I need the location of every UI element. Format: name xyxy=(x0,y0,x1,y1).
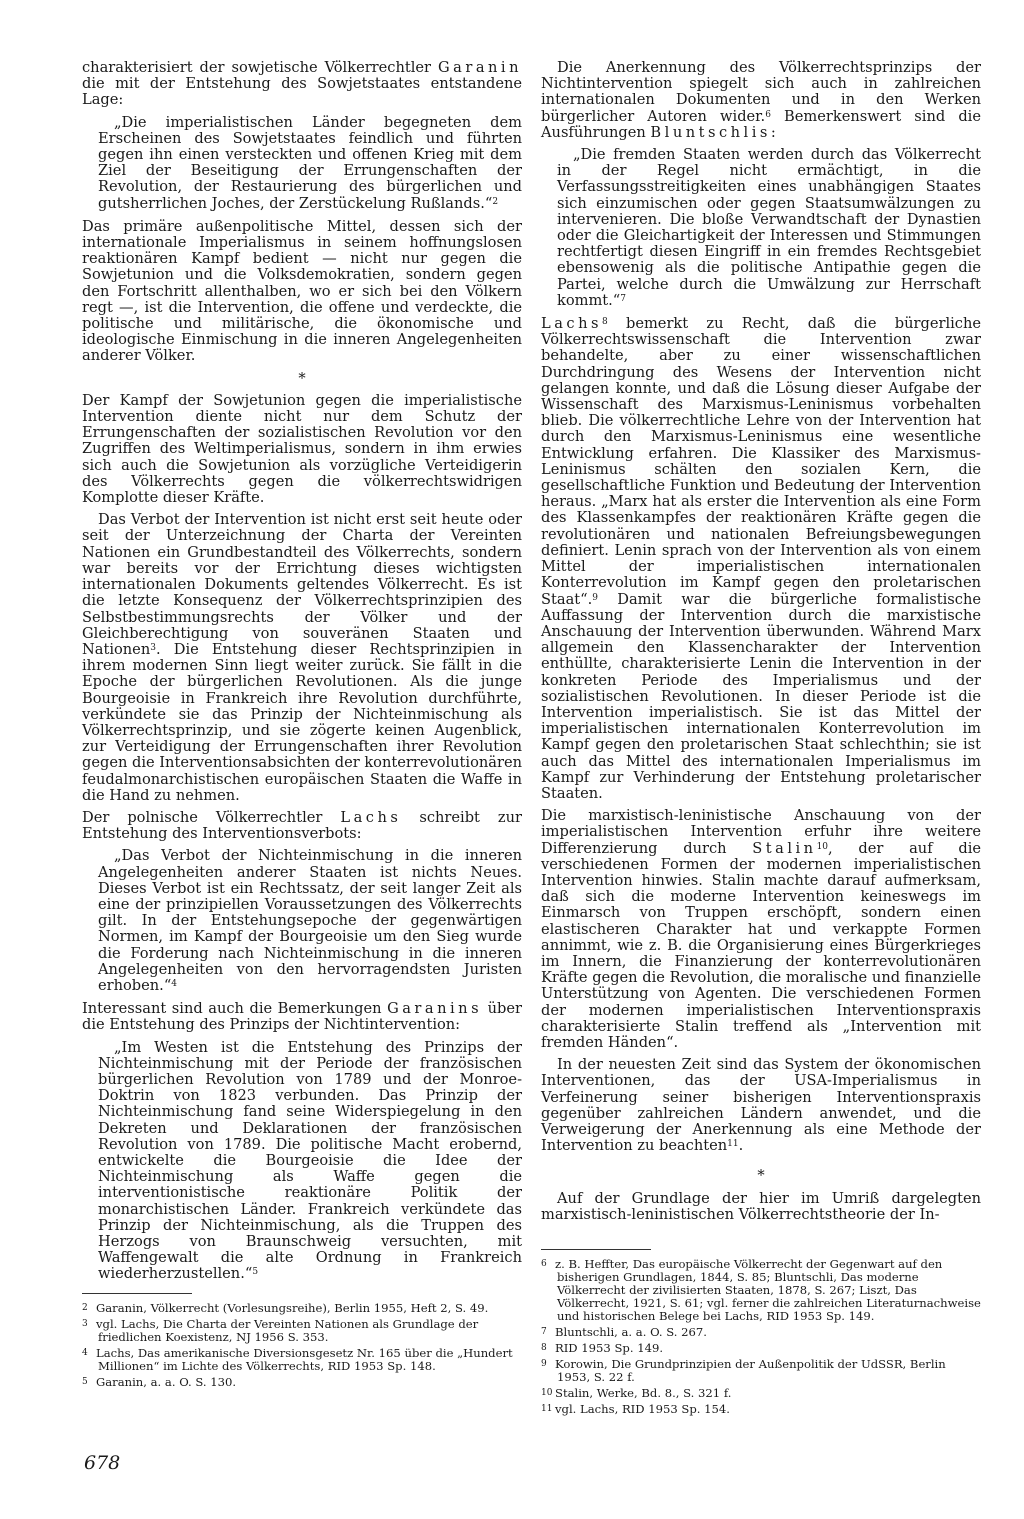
footnote xyxy=(82,1302,522,1315)
text-run: Interessant sind auch die Bemerkungen xyxy=(82,1000,388,1018)
footnote xyxy=(541,1258,981,1323)
footnote xyxy=(541,1326,981,1339)
footnote-number: 4 xyxy=(82,1347,88,1358)
section-separator: * xyxy=(298,369,306,387)
footnote-ref: 5 xyxy=(252,1267,259,1278)
text-run: bemerkt zu Recht, daß die bürgerliche Völkerrechtswissenschaft die Intervention zwar behandelte, aber zu einer wissenschaftlichen Durchdringung des Wesens der Intervention nicht gelangen konnte, und daß die Lösung dieser Aufgabe der Wissenschaft des Marxismus-Leninismus vorbehalten blieb. Die völkerrechtliche Lehre von der Intervention hat durch den Marxismus-Leninismus eine wesentliche Entwicklung erfahren. Die Klassiker des Marxismus-Leninismus schälten den sozialen Kern, die gesellschaftliche Funktion und Bedeutung der Intervention heraus. „Marx hat als erster die Intervention als eine Form des Klassenkampfes der reaktionären Kräfte gegen die revolutionären und nationalen Befreiungsbewegungen definiert. Lenin sprach von der Intervention als von einem Mittel der imperialistischen internationalen Konterrevolution im Kampf gegen den proletarischen Staat“. xyxy=(541,315,981,608)
footnote-number: 3 xyxy=(82,1318,88,1329)
spaced-name: Garanin xyxy=(437,59,522,76)
text-run: über die Entstehung des Prinzips der Nichtintervention: xyxy=(82,1000,522,1034)
spaced-name: Lachs xyxy=(340,808,402,826)
footnote-number: 11 xyxy=(541,1404,553,1415)
text-run: die mit der Entstehung des Sowjetstaates entstandene Lage: xyxy=(82,75,522,109)
paragraph xyxy=(82,512,522,804)
footnote-ref: 4 xyxy=(171,978,178,989)
text-run: Das Verbot der Intervention ist nicht erst seit heute oder seit der Unterzeichnung der Charta der Vereinten Nationen ein Grundbestandteil des Völkerrechts, sondern war bereits vor der Errichtung dieses wichtigsten internationalen Dokuments geltendes Völkerrecht. Es ist die letzte Konsequenz der Völkerrechtsprinzipien des Selbstbestimmungsrechts der Völker und der Gleichberechtigung von souveränen Staaten und Nationen xyxy=(82,511,522,658)
text-run: schreibt zur Entstehung des Interventionsverbots: xyxy=(82,808,522,843)
footnote-text: Garanin, Völkerrecht (Vorlesungsreihe), Berlin 1955, Heft 2, S. 49. xyxy=(96,1300,489,1315)
footnote-text: Stalin, Werke, Bd. 8., S. 321 f. xyxy=(555,1386,732,1401)
paragraph xyxy=(541,808,981,1051)
footnote-text: Bluntschli, a. a. O. S. 267. xyxy=(555,1325,707,1340)
left-column xyxy=(82,60,522,1392)
text-run: „Im Westen ist die Entstehung des Prinzips der Nichteinmischung mit der Periode der französischen bürgerlichen Revolution von 1789 und der Monroe-Doktrin von 1823 verbunden. Das Prinzip der Nichteinmischung fand seine Widerspiegelung in den Dekreten und Deklarationen der französischen Revolution von 1789. Die politische Macht erobernd, entwickelte die Bourgeoisie die Idee der Nichteinmischung als Waffe gegen die interventionistische reaktionäre Politik der monarchistischen Länder. Frankreich verkündete das Prinzip der Nichteinmischung, als die Truppen des Herzogs von Braunschweig versuchten, mit Waffengewalt die alte Ordnung in Frankreich wiederherzustellen.“ xyxy=(98,1038,522,1283)
paragraph: Auf der Grundlage der hier im Umriß dargelegten marxistisch-leninistischen Völkerrechtstheorie der In- xyxy=(541,1189,981,1223)
quote xyxy=(82,1040,522,1283)
paragraph xyxy=(82,60,522,109)
paragraph: Der Kampf der Sowjetunion gegen die imperialistische Intervention diente nicht nur dem Schutz der Errungenschaften der sozialistischen Revolution vor den Zugriffen des Weltimperialismus, sondern in ihm erwies sich auch die Sowjetunion als vorzügliche Verteidigerin des Völkerrechts gegen die völkerrechtswidrigen Komplotte dieser Kräfte. xyxy=(82,391,522,507)
page-number: 678 xyxy=(84,1452,121,1474)
text-run: In der neuesten Zeit sind das System der ökonomischen Interventionen, das der USA-Imperialismus in Verfeinerung seiner bisherigen Interventionspraxis gegenüber zahlreichen Ländern anwendet, und die Verweigerung der Anerkennung als eine Methode der Intervention zu beachten xyxy=(541,1056,981,1155)
text-run: Damit war die bürgerliche formalistische Auffassung der Intervention durch die marxistische Anschauung der Intervention überwunden. Während Marx allgemein den Klassencharakter der Intervention enthüllte, charakterisierte Lenin die Intervention in der konkreten Periode des Imperialismus und der sozialistischen Revolutionen. In dieser Periode ist die Intervention imperialistisch. Sie ist das Mittel der imperialistischen internationalen Konterrevolution im Kampf gegen den proletarischen Staat schlechthin; sie ist auch das Mittel des internationalen Imperialismus im Kampf zur Verhinderung der Entstehung proletarischer Staaten. xyxy=(541,590,981,802)
text-run: Die marxistisch-leninistische Anschauung von der imperialistischen Intervention erfuhr ihre weitere Differenzierung durch xyxy=(541,807,981,857)
footnote-text: Korowin, Die Grundprinzipien der Außenpolitik der UdSSR, Berlin 1953, S. 22 f. xyxy=(555,1357,946,1385)
paragraph: Das primäre außenpolitische Mittel, dessen sich der internationale Imperialismus in seinem hoffnungslosen reaktionären Kampf bedient — nicht nur gegen die Sowjetunion und die Volksdemokratien, sondern gegen den Fortschritt allenthalben, wo er sich bei den Völkern regt —, ist die Intervention, die offene und verdeckte, die politische und militärische, die ökonomische und ideologische Einmischung in die inneren Angelegenheiten anderer Völker. xyxy=(82,217,522,365)
footnote xyxy=(82,1347,522,1373)
paragraph xyxy=(541,316,981,802)
footnote-ref: 8 xyxy=(601,317,608,328)
quote xyxy=(82,848,522,994)
footnote-number: 7 xyxy=(541,1327,547,1338)
footnote-ref: 9 xyxy=(592,592,598,603)
footnote xyxy=(541,1387,981,1400)
text-run: charakterisiert der sowjetische Völkerrechtler xyxy=(82,59,438,76)
footnote-rule xyxy=(541,1249,651,1250)
footnote xyxy=(82,1376,522,1389)
footnote-text: Lachs, Das amerikanische Diversionsgesetz Nr. 165 über die „Hundert Millionen“ im Lichte des Völkerrechts, RID 1953 Sp. 148. xyxy=(96,1345,513,1373)
text-run: Die Anerkennung des Völkerrechtsprinzips der Nichtintervention spiegelt sich auch in zahlreichen internationalen Dokumenten und in den Werken bürgerlicher Autoren wider. xyxy=(541,59,981,125)
paragraph xyxy=(541,1057,981,1154)
footnote-ref: 6 xyxy=(765,109,771,120)
footnote-ref: 10 xyxy=(816,841,829,852)
footnote-number: 8 xyxy=(541,1343,547,1354)
footnote-ref: 3 xyxy=(150,642,156,653)
spaced-name: Stalin xyxy=(752,839,817,857)
footnote-ref: 7 xyxy=(620,293,627,304)
paragraph xyxy=(82,1001,522,1033)
spaced-name: Bluntschlis xyxy=(650,123,771,141)
footnote-ref: 11 xyxy=(727,1139,739,1150)
footnote-number: 10 xyxy=(541,1388,553,1399)
footnotes xyxy=(541,1258,981,1416)
footnote-text: z. B. Heffter, Das europäische Völkerrecht der Gegenwart auf den bisherigen Grundlagen, 1844, S. 85; Bluntschli, Das moderne Völkerrecht der zivilisierten Staaten, 1878, S. 267; Liszt, Das Völkerrecht, 1921, S. 61; vgl. ferner die zahlreichen Literaturnachweise und historischen Belege bei Lachs, RID 1953 Sp. 149. xyxy=(555,1257,981,1324)
paragraph xyxy=(82,810,522,842)
footnote-number: 6 xyxy=(541,1259,547,1270)
footnote-text: vgl. Lachs, RID 1953 Sp. 154. xyxy=(555,1402,730,1417)
footnote-number: 5 xyxy=(82,1376,88,1387)
footnote-number: 2 xyxy=(82,1302,88,1313)
footnote-rule xyxy=(82,1293,192,1294)
text-run: „Die imperialistischen Länder begegneten dem Erscheinen des Sowjetstaates feindlich und führten gegen ihn einen versteckten und offenen Krieg mit dem Ziel der Beseitigung der Errungenschaften der Revolution, der Restaurierung des bürgerlichen und gutsherrlichen Joches, der Zerstückelung Rußlands.“ xyxy=(98,113,522,212)
spaced-name: Garanins xyxy=(387,1000,483,1018)
text-run: Bemerkenswert sind die Ausführungen xyxy=(541,107,981,141)
right-column xyxy=(541,60,981,1419)
footnote xyxy=(541,1358,981,1384)
paragraph xyxy=(541,60,981,141)
footnote-number: 9 xyxy=(541,1359,547,1370)
text-run: „Das Verbot der Nichteinmischung in die inneren Angelegenheiten anderer Staaten ist nichts Neues. Dieses Verbot ist ein Rechtssatz, der seit langer Zeit als eine der prinzipiellen Voraussetzungen des Völkerrechts gilt. In der Entstehungsepoche der gegenwärtigen Normen, im Kampf der Bourgeoisie um den Sieg wurde die Forderung nach Nichteinmischung in die inneren Angelegenheiten von den hervorragendsten Juristen erhoben.“ xyxy=(98,847,522,994)
footnote-ref: 2 xyxy=(492,196,499,207)
text-run: Der polnische Völkerrechtler xyxy=(82,808,341,826)
text-run: , der auf die verschiedenen Formen der modernen imperialistischen Intervention hinwies. Stalin machte darauf aufmerksam, daß sich die moderne Intervention keineswegs im Einmarsch von Truppen erschöpft, sondern einen elastischeren Charakter hat und verkappte Formen annimmt, wie z. B. die Organisierung eines Bürgerkrieges im Innern, die Finanzierung der konterrevolutionären Kräfte gegen die Revolution, die moralische und finanzielle Unterstützung von Agenten. Die verschiedenen Formen der modernen imperialistischen Interventionspraxis charakterisierte Stalin treffend als „Intervention mit fremden Händen“. xyxy=(541,839,981,1051)
quote xyxy=(541,147,981,309)
footnote-text: vgl. Lachs, Die Charta der Vereinten Nationen als Grundlage der friedlichen Koexistenz, NJ 1956 S. 353. xyxy=(96,1316,479,1344)
footnote-text: RID 1953 Sp. 149. xyxy=(555,1341,664,1356)
text-run: : xyxy=(770,123,776,141)
section-separator: * xyxy=(757,1167,765,1185)
footnotes xyxy=(82,1302,522,1389)
footnote xyxy=(541,1403,981,1416)
footnote xyxy=(82,1318,522,1344)
text-run: „Die fremden Staaten werden durch das Völkerrecht in der Regel nicht ermächtigt, in die Verfassungsstreitigkeiten eines unabhängigen Staates sich einzumischen oder gegen Staatsumwälzungen zu intervenieren. Die bloße Verwandtschaft der Dynastien oder die Gleichartigkeit der Interessen und Stimmungen rechtfertigt diesen Eingriff in ein fremdes Rechtsgebiet ebensowenig als die politische Antipathie gegen die Partei, welche durch die Umwälzung zur Herrschaft kommt.“ xyxy=(557,146,981,309)
footnote xyxy=(541,1342,981,1355)
footnote-text: Garanin, a. a. O. S. 130. xyxy=(96,1374,237,1389)
text-run: . Die Entstehung dieser Rechtsprinzipien in ihrem modernen Sinn liegt weiter zurück. Sie fällt in die Epoche der bürgerlichen Revolutionen. Als die junge Bourgeoisie in Frankreich ihre Revolution durchführte, verkündete sie das Prinzip der Nichteinmischung als Völkerrechtsprinzip, und sie zögerte keinen Augenblick, zur Verteidigung der Errungenschaften ihrer Revolution gegen die Interventionsabsichten der konterrevolutionären feudalmonarchistischen europäischen Staaten die Waffe in die Hand zu nehmen. xyxy=(82,640,522,804)
spaced-name: Lachs xyxy=(541,315,602,333)
quote xyxy=(82,115,522,212)
text-run: . xyxy=(738,1137,744,1155)
